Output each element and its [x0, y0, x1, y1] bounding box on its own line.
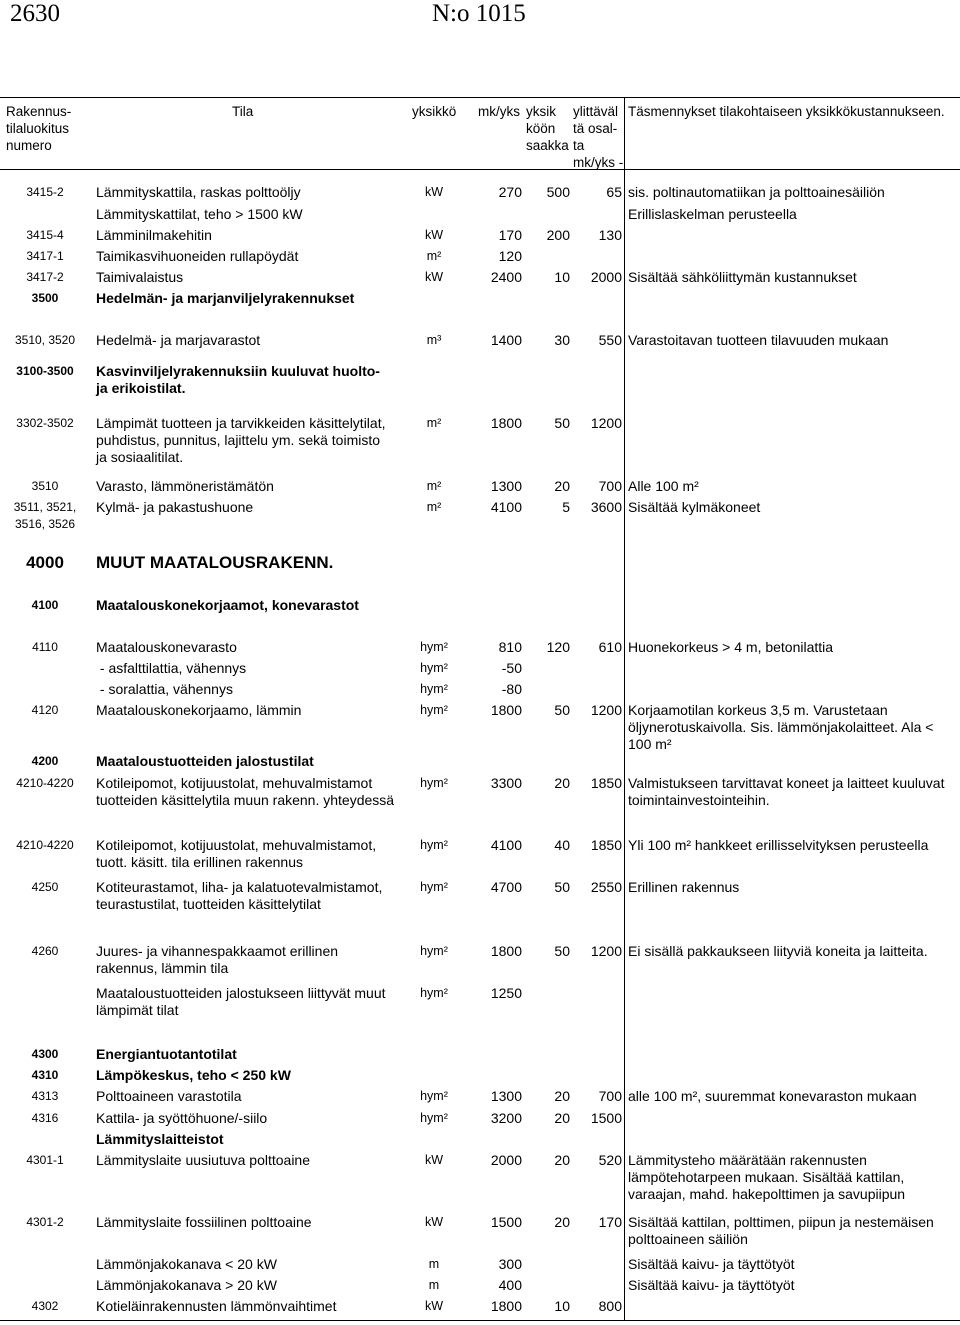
row-price: 2400: [490, 269, 522, 285]
row-name: - soralattia, vähennys: [96, 681, 233, 697]
row-name: Maatalouskonekorjaamo, lämmin: [96, 702, 302, 718]
row-over: 550: [598, 332, 622, 348]
row-unit: kW: [424, 1299, 444, 1313]
row-price: 4700: [490, 879, 522, 895]
row-limit: 20: [554, 1110, 570, 1126]
row-code: 4100: [31, 598, 59, 612]
row-note: Alle 100 m²: [628, 478, 699, 494]
row-name: Kasvinviljelyrakennuksiin kuuluvat huolto- ja erikoistilat.: [96, 363, 380, 396]
row-name: Hedelmä- ja marjavarastot: [96, 332, 261, 348]
row-note: Sisältää kattilan, polttimen, piipun ja nestemäisen polttoaineen säiliön: [628, 1214, 934, 1247]
row-name: Kotileipomot, kotijuustolat, mehuvalmistamot tuotteiden käsittelytila muun rakenn. yhteydessä: [96, 775, 395, 808]
row-name: Lämmityslaite fossiilinen polttoaine: [96, 1214, 312, 1230]
row-price: 400: [498, 1277, 522, 1293]
row-price: 1300: [490, 478, 522, 494]
row-name: Kattila- ja syöttöhuone/-siilo: [96, 1110, 268, 1126]
row-code: 3511, 3521, 3516, 3526: [13, 500, 77, 531]
row-unit: hym²: [420, 703, 448, 717]
row-code: 3510, 3520: [14, 333, 76, 347]
row-price: 1800: [490, 943, 522, 959]
row-price: 2000: [490, 1152, 522, 1168]
row-note: Sisältää sähköliittymän kustannukset: [628, 269, 857, 285]
row-unit: m: [428, 1257, 440, 1271]
row-price: 3300: [490, 775, 522, 791]
row-code: 4210-4220: [16, 838, 74, 852]
row-over: 610: [598, 639, 622, 655]
row-code: 3302-3502: [16, 416, 74, 430]
row-unit: kW: [424, 1153, 444, 1167]
row-price: 1500: [490, 1214, 522, 1230]
row-price: 270: [498, 184, 522, 200]
page-number: 2630: [10, 0, 60, 27]
row-price: -80: [501, 681, 522, 697]
row-note: Huonekorkeus > 4 m, betonilattia: [628, 639, 834, 655]
issue-number: N:o 1015: [432, 0, 526, 27]
row-name: Energiantuotantotilat: [96, 1046, 237, 1062]
row-over: 1850: [590, 837, 622, 853]
row-unit: hym²: [420, 1111, 448, 1125]
row-limit: 500: [546, 184, 570, 200]
row-note: sis. poltinautomatiikan ja polttoainesäiliön: [628, 184, 885, 200]
header-mkyks: mk/yks: [478, 104, 520, 119]
row-unit: m²: [426, 479, 442, 493]
row-limit: 20: [554, 478, 570, 494]
row-price: 3200: [490, 1110, 522, 1126]
table-top-border: [0, 97, 960, 98]
row-code: 3100-3500: [16, 364, 74, 378]
row-unit: hym²: [420, 640, 448, 654]
row-name: Maataloustuotteiden jalostukseen liittyvät muut lämpimät tilat: [96, 985, 386, 1018]
row-over: 130: [598, 227, 622, 243]
row-unit: hym²: [420, 986, 448, 1000]
row-code: 4110: [32, 640, 58, 654]
row-limit: 10: [554, 1298, 570, 1314]
row-unit: m³: [426, 333, 442, 347]
row-price: 4100: [490, 499, 522, 515]
row-code: 4250: [31, 880, 59, 894]
header-yksikko: yksikkö: [412, 104, 457, 119]
row-name: Juures- ja vihannespakkaamot erillinen rakennus, lämmin tila: [96, 943, 339, 976]
table-bottom-border: [0, 1320, 960, 1321]
row-price: 170: [498, 227, 522, 243]
row-limit: 20: [554, 1152, 570, 1168]
row-code: 4301-2: [26, 1215, 64, 1229]
header-rakennus: Rakennus- tilaluokitus numero: [6, 104, 72, 153]
row-code: 4000: [26, 553, 64, 572]
row-over: 1500: [590, 1110, 622, 1126]
row-code: 4200: [31, 754, 59, 768]
row-name: Taimivalaistus: [96, 269, 184, 285]
row-over: 170: [598, 1214, 622, 1230]
row-name: Maatalouskonevarasto: [96, 639, 237, 655]
row-unit: hym²: [420, 776, 448, 790]
row-note: Lämmitysteho määrätään rakennusten lämpötehotarpeen mukaan. Sisältää kattilan, varaajan, mahd. hakepolttimen ja savupiipun: [628, 1152, 906, 1202]
row-price: 1250: [490, 985, 522, 1001]
row-over: 3600: [590, 499, 622, 515]
row-note: Korjaamotilan korkeus 3,5 m. Varustetaan öljynerotuskaivolla. Sis. lämmönjakolaitteet. Ala < 100 m²: [628, 702, 934, 752]
row-name: Maatalouskonekorjaamot, konevarastot: [96, 597, 359, 613]
row-limit: 50: [554, 415, 570, 431]
row-note: Erillinen rakennus: [628, 879, 740, 895]
row-code: 4310: [31, 1068, 59, 1082]
row-name: Kylmä- ja pakastushuone: [96, 499, 254, 515]
row-name: Lämmönjakokanava > 20 kW: [96, 1277, 277, 1293]
row-code: 3510: [31, 479, 59, 493]
row-unit: kW: [424, 228, 444, 242]
row-unit: kW: [424, 270, 444, 284]
header-bottom-border: [0, 169, 960, 170]
row-over: 2550: [590, 879, 622, 895]
row-code: 4260: [31, 944, 59, 958]
row-code: 4313: [31, 1089, 59, 1103]
row-limit: 20: [554, 1088, 570, 1104]
row-code: 4210-4220: [16, 776, 74, 790]
row-name: Taimikasvihuoneiden rullapöydät: [96, 248, 299, 264]
row-unit: hym²: [420, 944, 448, 958]
row-price: 1400: [490, 332, 522, 348]
header-tasmennykset: Täsmennykset tilakohtaiseen yksikkökustannukseen.: [628, 104, 945, 119]
row-name: Kotileipomot, kotijuustolat, mehuvalmistamot, tuott. käsitt. tila erillinen rakennus: [96, 837, 377, 870]
row-limit: 200: [546, 227, 570, 243]
row-code: 4301-1: [26, 1153, 64, 1167]
row-limit: 50: [554, 943, 570, 959]
row-unit: hym²: [420, 1089, 448, 1103]
row-note: Varastoitavan tuotteen tilavuuden mukaan: [628, 332, 889, 348]
row-code: 4120: [31, 703, 59, 717]
row-over: 1200: [590, 702, 622, 718]
row-note: alle 100 m², suuremmat konevaraston mukaan: [628, 1088, 917, 1104]
row-unit: hym²: [420, 661, 448, 675]
row-name: Kotieläinrakennusten lämmönvaihtimet: [96, 1298, 337, 1314]
row-limit: 10: [554, 269, 570, 285]
row-name: Lämpökeskus, teho < 250 kW: [96, 1067, 291, 1083]
row-name: Maataloustuotteiden jalostustilat: [96, 753, 314, 769]
row-code: 4316: [31, 1111, 59, 1125]
row-name: Lämmityslaitteistot: [96, 1131, 224, 1147]
row-code: 3415-2: [26, 185, 64, 199]
row-name: Lämmityslaite uusiutuva polttoaine: [96, 1152, 311, 1168]
row-name: - asfalttilattia, vähennys: [96, 660, 247, 676]
row-over: 800: [598, 1298, 622, 1314]
row-over: 700: [598, 1088, 622, 1104]
row-name: Lämmityskattila, raskas polttoöljy: [96, 184, 301, 200]
row-note: Sisältää kylmäkoneet: [628, 499, 761, 515]
row-name: Varasto, lämmöneristämätön: [96, 478, 274, 494]
row-unit: hym²: [420, 838, 448, 852]
row-name: Lämmönjakokanava < 20 kW: [96, 1256, 277, 1272]
row-note: Erillislaskelman perusteella: [628, 206, 797, 222]
row-code: 3415-4: [26, 228, 64, 242]
row-limit: 5: [562, 499, 570, 515]
row-name: Lämpimät tuotteen ja tarvikkeiden käsittelytilat, puhdistus, punnitus, lajittelu ym. sekä toimisto ja sosiaalitilat.: [96, 415, 386, 465]
row-note: Valmistukseen tarvittavat koneet ja laitteet kuuluvat toimintainvestointeihin.: [628, 775, 945, 808]
row-name: MUUT MAATALOUSRAKENN.: [96, 553, 334, 572]
row-note: Yli 100 m² hankkeet erillisselvityksen perusteella: [628, 837, 929, 853]
row-price: 1800: [490, 1298, 522, 1314]
row-limit: 50: [554, 879, 570, 895]
row-over: 1200: [590, 415, 622, 431]
row-limit: 20: [554, 775, 570, 791]
row-unit: m: [428, 1278, 440, 1292]
column-divider: [624, 97, 625, 1320]
row-limit: 40: [554, 837, 570, 853]
row-name: Lämmityskattilat, teho > 1500 kW: [96, 206, 303, 222]
row-name: Hedelmän- ja marjanviljelyrakennukset: [96, 290, 355, 306]
row-name: Kotiteurastamot, liha- ja kalatuotevalmistamot, teurastustilat, tuotteiden käsittelytilat: [96, 879, 383, 912]
row-price: 120: [498, 248, 522, 264]
row-code: 3417-1: [26, 249, 64, 263]
row-over: 520: [598, 1152, 622, 1168]
row-price: 300: [498, 1256, 522, 1272]
row-limit: 20: [554, 1214, 570, 1230]
row-over: 65: [606, 184, 622, 200]
row-over: 1200: [590, 943, 622, 959]
row-over: 2000: [590, 269, 622, 285]
row-code: 3417-2: [26, 270, 64, 284]
row-limit: 50: [554, 702, 570, 718]
row-price: 1800: [490, 702, 522, 718]
row-code: 4300: [31, 1047, 59, 1061]
header-ylittava: ylittäväl tä osal- ta mk/yks -: [573, 104, 624, 170]
row-note: Ei sisällä pakkaukseen liityviä koneita ja laitteita.: [628, 943, 928, 959]
row-unit: hym²: [420, 682, 448, 696]
row-unit: m²: [426, 249, 442, 263]
row-unit: kW: [424, 1215, 444, 1229]
row-price: 1800: [490, 415, 522, 431]
row-unit: m²: [426, 416, 442, 430]
row-name: Lämminilmakehitin: [96, 227, 212, 243]
row-price: -50: [501, 660, 522, 676]
row-unit: hym²: [420, 880, 448, 894]
row-limit: 120: [546, 639, 570, 655]
row-unit: m²: [426, 500, 442, 514]
row-price: 4100: [490, 837, 522, 853]
row-code: 3500: [31, 291, 59, 305]
row-unit: kW: [424, 185, 444, 199]
row-name: Polttoaineen varastotila: [96, 1088, 242, 1104]
row-over: 1850: [590, 775, 622, 791]
header-tila: Tila: [232, 104, 254, 119]
row-price: 810: [498, 639, 522, 655]
row-note: Sisältää kaivu- ja täyttötyöt: [628, 1256, 795, 1272]
header-yksikoon: yksik köön saakka: [526, 104, 569, 153]
row-over: 700: [598, 478, 622, 494]
row-note: Sisältää kaivu- ja täyttötyöt: [628, 1277, 795, 1293]
row-price: 1300: [490, 1088, 522, 1104]
row-code: 4302: [31, 1299, 59, 1313]
row-limit: 30: [554, 332, 570, 348]
